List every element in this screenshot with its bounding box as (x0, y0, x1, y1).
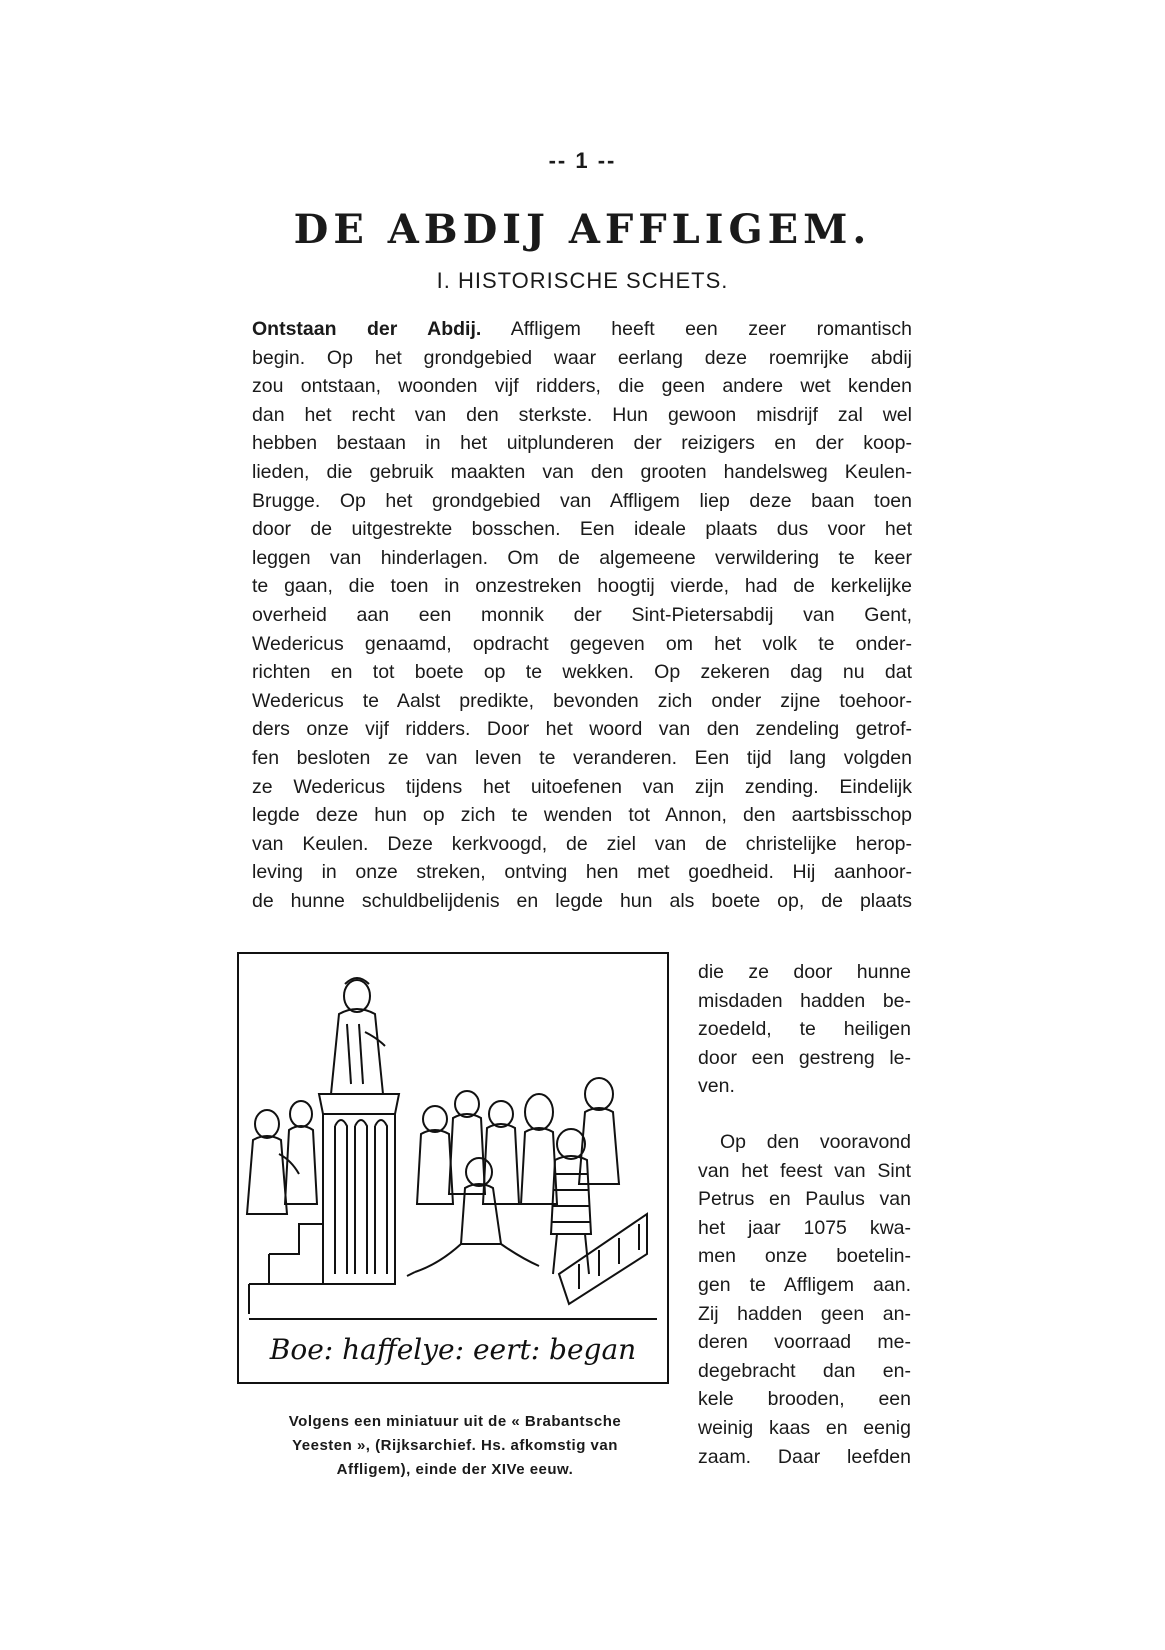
figure-caption (240, 1410, 670, 1482)
side-line: ven. (698, 1075, 735, 1098)
body-line: Wedericus genaamd, opdracht gegeven om het volk te onder- (252, 632, 912, 655)
caption-line: Yeesten », (Rijksarchief. Hs. afkomstig van (292, 1437, 618, 1454)
body-line: fen besloten ze van leven te veranderen. Een tijd lang volgden (252, 746, 912, 769)
side-line: gen te Affligem aan. (698, 1273, 911, 1296)
miniature-illustration (237, 952, 669, 1384)
body-line: lieden, die gebruik maakten van den grooten handelsweg Keulen- (252, 460, 912, 483)
body-line: ze Wedericus tijdens het uitoefenen van zijn zending. Eindelijk (252, 775, 912, 798)
body-line: Wedericus te Aalst predikte, bevonden zich onder zijne toehoor- (252, 689, 912, 712)
section-subtitle: I. HISTORISCHE SCHETS. (436, 268, 729, 293)
paragraph-lead: Ontstaan der Abdij. (252, 318, 482, 340)
side-line: van het feest van Sint (698, 1159, 911, 1182)
side-line: weinig kaas en eenig (698, 1416, 911, 1439)
body-line: Brugge. Op het grondgebied van Affligem liep deze baan toen (252, 489, 912, 512)
body-paragraph (252, 315, 912, 915)
body-line: overheid aan een monnik der Sint-Pietersabdij van Gent, (252, 603, 912, 626)
side-line: zoedeld, te heiligen (698, 1018, 911, 1041)
side-line: Zij hadden geen an- (698, 1302, 911, 1325)
side-column-paragraph-1 (698, 958, 911, 1101)
body-line: Ontstaan der Abdij. Affligem heeft een zeer romantisch (252, 318, 912, 340)
side-column-paragraph-2 (698, 1128, 911, 1471)
side-line: Petrus en Paulus van (698, 1188, 911, 1211)
body-line: richten en tot boete op te wekken. Op zekeren dag nu dat (252, 661, 912, 684)
figure-inscription: Boe: haffelye: eert: began (269, 1333, 637, 1366)
side-line: men onze boetelin- (698, 1245, 911, 1268)
body-line: van Keulen. Deze kerkvoogd, de ziel van de christelijke herop- (252, 832, 912, 855)
side-line: Op den vooravond (720, 1131, 911, 1153)
body-line: de hunne schuldbelijdenis en legde hun als boete op, de plaats (252, 889, 912, 912)
preaching-scene-drawing (239, 954, 667, 1382)
body-line: ders onze vijf ridders. Door het woord van den zendeling getrof- (252, 718, 912, 741)
side-line: door een gestreng le- (698, 1046, 911, 1069)
side-line: zaam. Daar leefden (698, 1445, 911, 1468)
body-line: leving in onze streken, ontving hen met goedheid. Hij aanhoor- (252, 861, 912, 884)
side-line: kele brooden, een (698, 1388, 911, 1411)
body-line: legde deze hun op zich te wenden tot Annon, den aartsbisschop (252, 804, 912, 827)
side-line: het jaar 1075 kwa- (698, 1216, 911, 1239)
body-line: door de uitgestrekte bosschen. Een ideale plaats dus voor het (252, 518, 912, 541)
side-line: degebracht dan en- (698, 1359, 911, 1382)
page-number: -- 1 -- (548, 148, 617, 173)
page-title: DE ABDIJ AFFLIGEM. (293, 206, 872, 253)
side-line: deren voorraad me- (698, 1331, 911, 1354)
side-line: die ze door hunne (698, 961, 911, 983)
side-line: misdaden hadden be- (698, 989, 911, 1012)
body-line: zou ontstaan, woonden vijf ridders, die geen andere wet kenden (252, 375, 912, 398)
body-line: hebben bestaan in het uitplunderen der reizigers en der koop- (252, 432, 912, 455)
body-line: dan het recht van den sterkste. Hun gewoon misdrijf zal wel (252, 403, 912, 426)
body-line: te gaan, die toen in onzestreken hoogtij vierde, had de kerkelijke (252, 575, 912, 598)
caption-line: Affligem), einde der XIVe eeuw. (336, 1461, 574, 1478)
body-line: begin. Op het grondgebied waar eerlang deze roemrijke abdij (252, 346, 912, 369)
body-line: leggen van hinderlagen. Om de algemeene verwildering te keer (252, 546, 912, 569)
caption-line: Volgens een miniatuur uit de « Brabantsche (288, 1413, 622, 1430)
